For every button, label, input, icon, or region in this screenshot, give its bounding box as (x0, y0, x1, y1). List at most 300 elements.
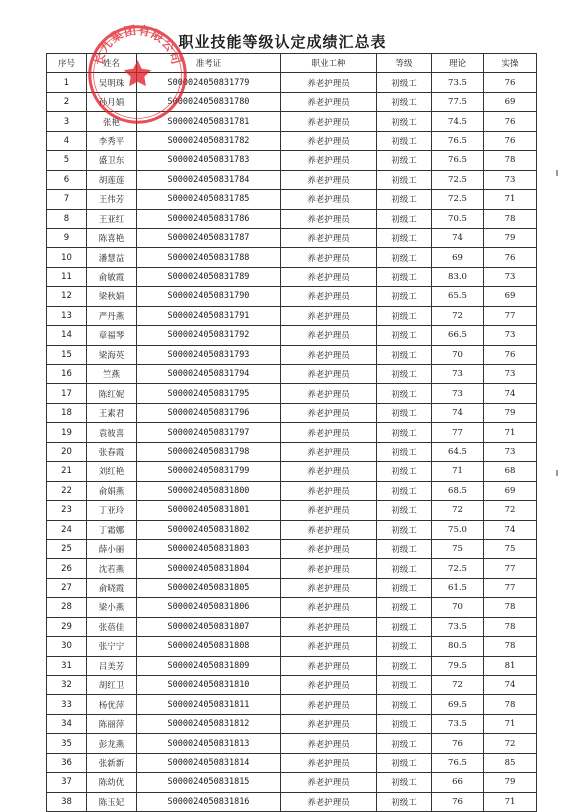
cell-occupation: 养老护理员 (281, 442, 377, 461)
cell-exam-id: S000024050831810 (137, 676, 281, 695)
cell-name: 俞晓霞 (87, 578, 137, 597)
cell-name: 陈喜艳 (87, 228, 137, 247)
cell-name: 俞娟燕 (87, 481, 137, 500)
cell-exam-id: S000024050831792 (137, 326, 281, 345)
cell-name: 李秀平 (87, 131, 137, 150)
cell-name: 吴明珠 (87, 73, 137, 92)
cell-theory: 76.5 (432, 131, 484, 150)
cell-practice: 74 (484, 384, 537, 403)
cell-practice: 74 (484, 676, 537, 695)
scan-edge-mark (556, 170, 558, 176)
table-row (47, 151, 537, 170)
cell-theory: 74 (432, 403, 484, 422)
cell-exam-id: S000024050831789 (137, 267, 281, 286)
cell-name: 章福琴 (87, 326, 137, 345)
cell-level: 初级工 (377, 539, 432, 558)
cell-name: 王伟芳 (87, 190, 137, 209)
cell-exam-id: S000024050831793 (137, 345, 281, 364)
cell-theory: 72.5 (432, 170, 484, 189)
cell-name: 杨优萍 (87, 695, 137, 714)
cell-exam-id: S000024050831805 (137, 578, 281, 597)
cell-level: 初级工 (377, 365, 432, 384)
cell-name: 王亚红 (87, 209, 137, 228)
cell-occupation: 养老护理员 (281, 617, 377, 636)
cell-level: 初级工 (377, 734, 432, 753)
cell-level: 初级工 (377, 520, 432, 539)
cell-theory: 61.5 (432, 578, 484, 597)
cell-seq: 5 (47, 151, 87, 170)
scan-edge-mark (556, 470, 558, 476)
cell-practice: 81 (484, 656, 537, 675)
cell-theory: 69.5 (432, 695, 484, 714)
cell-level: 初级工 (377, 345, 432, 364)
cell-seq: 32 (47, 676, 87, 695)
cell-level: 初级工 (377, 209, 432, 228)
cell-exam-id: S000024050831782 (137, 131, 281, 150)
cell-practice: 75 (484, 539, 537, 558)
cell-level: 初级工 (377, 695, 432, 714)
cell-practice: 79 (484, 403, 537, 422)
cell-name: 陈玉妃 (87, 792, 137, 811)
table-row (47, 209, 537, 228)
cell-practice: 76 (484, 112, 537, 131)
cell-seq: 25 (47, 539, 87, 558)
cell-occupation: 养老护理员 (281, 676, 377, 695)
cell-name: 沈若燕 (87, 559, 137, 578)
cell-name: 陈红妮 (87, 384, 137, 403)
cell-name: 张艳 (87, 112, 137, 131)
cell-practice: 74 (484, 520, 537, 539)
table-row (47, 73, 537, 92)
cell-name: 竺燕 (87, 365, 137, 384)
cell-seq: 3 (47, 112, 87, 131)
cell-level: 初级工 (377, 598, 432, 617)
cell-theory: 76.5 (432, 753, 484, 772)
cell-seq: 20 (47, 442, 87, 461)
cell-theory: 76 (432, 792, 484, 811)
cell-occupation: 养老护理员 (281, 365, 377, 384)
cell-seq: 27 (47, 578, 87, 597)
cell-level: 初级工 (377, 151, 432, 170)
table-row (47, 131, 537, 150)
cell-occupation: 养老护理员 (281, 73, 377, 92)
table-row (47, 559, 537, 578)
table-row (47, 345, 537, 364)
cell-occupation: 养老护理员 (281, 501, 377, 520)
cell-name: 盛卫东 (87, 151, 137, 170)
table-row (47, 714, 537, 733)
cell-occupation: 养老护理员 (281, 131, 377, 150)
cell-occupation: 养老护理员 (281, 112, 377, 131)
cell-level: 初级工 (377, 287, 432, 306)
cell-level: 初级工 (377, 442, 432, 461)
cell-exam-id: S000024050831794 (137, 365, 281, 384)
cell-exam-id: S000024050831813 (137, 734, 281, 753)
seal-text: 长九集团有限公司 (91, 23, 184, 67)
cell-exam-id: S000024050831812 (137, 714, 281, 733)
cell-seq: 14 (47, 326, 87, 345)
cell-name: 袁彼喜 (87, 423, 137, 442)
cell-level: 初级工 (377, 676, 432, 695)
cell-seq: 22 (47, 481, 87, 500)
cell-name: 丁亚玲 (87, 501, 137, 520)
cell-occupation: 养老护理员 (281, 190, 377, 209)
cell-seq: 37 (47, 773, 87, 792)
cell-theory: 66.5 (432, 326, 484, 345)
cell-occupation: 养老护理员 (281, 792, 377, 811)
header-practice: 实操 (484, 54, 537, 73)
cell-theory: 72 (432, 501, 484, 520)
cell-occupation: 养老护理员 (281, 637, 377, 656)
cell-practice: 68 (484, 462, 537, 481)
cell-occupation: 养老护理员 (281, 753, 377, 772)
cell-practice: 77 (484, 578, 537, 597)
cell-level: 初级工 (377, 248, 432, 267)
cell-theory: 73 (432, 384, 484, 403)
table-row (47, 637, 537, 656)
table-header-row (47, 54, 537, 73)
cell-exam-id: S000024050831788 (137, 248, 281, 267)
cell-practice: 69 (484, 481, 537, 500)
cell-theory: 65.5 (432, 287, 484, 306)
table-row (47, 306, 537, 325)
cell-exam-id: S000024050831786 (137, 209, 281, 228)
cell-occupation: 养老护理员 (281, 578, 377, 597)
cell-level: 初级工 (377, 462, 432, 481)
cell-occupation: 养老护理员 (281, 306, 377, 325)
cell-occupation: 养老护理员 (281, 326, 377, 345)
cell-practice: 71 (484, 423, 537, 442)
header-seq: 序号 (47, 54, 87, 73)
cell-exam-id: S000024050831780 (137, 92, 281, 111)
cell-practice: 78 (484, 637, 537, 656)
table-row (47, 267, 537, 286)
table-row (47, 481, 537, 500)
cell-exam-id: S000024050831808 (137, 637, 281, 656)
cell-seq: 15 (47, 345, 87, 364)
cell-name: 胡莲莲 (87, 170, 137, 189)
cell-practice: 77 (484, 306, 537, 325)
cell-level: 初级工 (377, 792, 432, 811)
header-occupation: 职业工种 (281, 54, 377, 73)
cell-practice: 69 (484, 92, 537, 111)
cell-occupation: 养老护理员 (281, 345, 377, 364)
table-row (47, 676, 537, 695)
cell-occupation: 养老护理员 (281, 773, 377, 792)
header-exam-id: 准考证 (137, 54, 281, 73)
cell-seq: 31 (47, 656, 87, 675)
cell-name: 胡红卫 (87, 676, 137, 695)
cell-practice: 73 (484, 170, 537, 189)
cell-exam-id: S000024050831804 (137, 559, 281, 578)
cell-seq: 28 (47, 598, 87, 617)
cell-exam-id: S000024050831785 (137, 190, 281, 209)
cell-name: 张蓓佳 (87, 617, 137, 636)
table-row (47, 92, 537, 111)
cell-exam-id: S000024050831781 (137, 112, 281, 131)
cell-theory: 76.5 (432, 151, 484, 170)
cell-name: 潘慧益 (87, 248, 137, 267)
cell-theory: 68.5 (432, 481, 484, 500)
table-row (47, 617, 537, 636)
cell-level: 初级工 (377, 578, 432, 597)
cell-occupation: 养老护理员 (281, 598, 377, 617)
header-name: 姓名 (87, 54, 137, 73)
cell-seq: 21 (47, 462, 87, 481)
cell-name: 彭龙燕 (87, 734, 137, 753)
cell-level: 初级工 (377, 501, 432, 520)
cell-practice: 72 (484, 501, 537, 520)
cell-occupation: 养老护理员 (281, 520, 377, 539)
cell-seq: 11 (47, 267, 87, 286)
cell-occupation: 养老护理员 (281, 403, 377, 422)
cell-name: 吕美芳 (87, 656, 137, 675)
cell-seq: 6 (47, 170, 87, 189)
cell-occupation: 养老护理员 (281, 267, 377, 286)
cell-practice: 78 (484, 617, 537, 636)
cell-theory: 80.5 (432, 637, 484, 656)
cell-seq: 17 (47, 384, 87, 403)
cell-name: 陈幼优 (87, 773, 137, 792)
cell-practice: 78 (484, 209, 537, 228)
cell-theory: 73.5 (432, 714, 484, 733)
cell-level: 初级工 (377, 170, 432, 189)
cell-theory: 77.5 (432, 92, 484, 111)
cell-name: 王素君 (87, 403, 137, 422)
cell-practice: 78 (484, 695, 537, 714)
cell-seq: 26 (47, 559, 87, 578)
cell-occupation: 养老护理员 (281, 248, 377, 267)
cell-practice: 73 (484, 365, 537, 384)
cell-seq: 33 (47, 695, 87, 714)
cell-exam-id: S000024050831814 (137, 753, 281, 772)
cell-level: 初级工 (377, 481, 432, 500)
header-level: 等级 (377, 54, 432, 73)
table-row (47, 190, 537, 209)
cell-occupation: 养老护理员 (281, 539, 377, 558)
score-table (46, 53, 537, 812)
cell-practice: 85 (484, 753, 537, 772)
cell-exam-id: S000024050831784 (137, 170, 281, 189)
cell-occupation: 养老护理员 (281, 462, 377, 481)
cell-theory: 73.5 (432, 617, 484, 636)
cell-theory: 75 (432, 539, 484, 558)
cell-practice: 71 (484, 714, 537, 733)
cell-exam-id: S000024050831816 (137, 792, 281, 811)
table-row (47, 734, 537, 753)
cell-exam-id: S000024050831783 (137, 151, 281, 170)
cell-exam-id: S000024050831779 (137, 73, 281, 92)
cell-level: 初级工 (377, 92, 432, 111)
cell-practice: 79 (484, 773, 537, 792)
cell-level: 初级工 (377, 326, 432, 345)
cell-seq: 23 (47, 501, 87, 520)
cell-level: 初级工 (377, 773, 432, 792)
cell-seq: 38 (47, 792, 87, 811)
cell-practice: 78 (484, 598, 537, 617)
cell-exam-id: S000024050831803 (137, 539, 281, 558)
cell-name: 梁小燕 (87, 598, 137, 617)
cell-practice: 73 (484, 326, 537, 345)
cell-practice: 73 (484, 267, 537, 286)
cell-seq: 30 (47, 637, 87, 656)
cell-occupation: 养老护理员 (281, 151, 377, 170)
cell-practice: 71 (484, 190, 537, 209)
cell-occupation: 养老护理员 (281, 559, 377, 578)
cell-practice: 73 (484, 442, 537, 461)
cell-occupation: 养老护理员 (281, 92, 377, 111)
cell-seq: 12 (47, 287, 87, 306)
table-row (47, 792, 537, 811)
cell-occupation: 养老护理员 (281, 209, 377, 228)
cell-theory: 74 (432, 228, 484, 247)
cell-seq: 7 (47, 190, 87, 209)
cell-seq: 35 (47, 734, 87, 753)
cell-theory: 74.5 (432, 112, 484, 131)
table-row (47, 287, 537, 306)
table-row (47, 753, 537, 772)
cell-occupation: 养老护理员 (281, 287, 377, 306)
cell-theory: 71 (432, 462, 484, 481)
cell-occupation: 养老护理员 (281, 734, 377, 753)
cell-level: 初级工 (377, 559, 432, 578)
cell-theory: 69 (432, 248, 484, 267)
table-body (47, 73, 537, 812)
cell-level: 初级工 (377, 637, 432, 656)
cell-theory: 70.5 (432, 209, 484, 228)
table-row (47, 228, 537, 247)
cell-practice: 76 (484, 73, 537, 92)
cell-exam-id: S000024050831806 (137, 598, 281, 617)
cell-practice: 78 (484, 151, 537, 170)
cell-level: 初级工 (377, 714, 432, 733)
cell-practice: 72 (484, 734, 537, 753)
table-row (47, 462, 537, 481)
table-row (47, 248, 537, 267)
cell-seq: 24 (47, 520, 87, 539)
cell-exam-id: S000024050831791 (137, 306, 281, 325)
cell-practice: 69 (484, 287, 537, 306)
cell-theory: 73.5 (432, 73, 484, 92)
table-row (47, 539, 537, 558)
cell-seq: 18 (47, 403, 87, 422)
cell-occupation: 养老护理员 (281, 695, 377, 714)
cell-exam-id: S000024050831800 (137, 481, 281, 500)
cell-theory: 75.0 (432, 520, 484, 539)
cell-level: 初级工 (377, 112, 432, 131)
table-row (47, 442, 537, 461)
cell-level: 初级工 (377, 228, 432, 247)
cell-occupation: 养老护理员 (281, 170, 377, 189)
cell-exam-id: S000024050831802 (137, 520, 281, 539)
cell-level: 初级工 (377, 753, 432, 772)
table-row (47, 773, 537, 792)
cell-theory: 64.5 (432, 442, 484, 461)
table-row (47, 520, 537, 539)
cell-exam-id: S000024050831790 (137, 287, 281, 306)
cell-seq: 19 (47, 423, 87, 442)
document-title: 职业技能等级认定成绩汇总表 (178, 33, 387, 51)
table-row (47, 384, 537, 403)
cell-theory: 66 (432, 773, 484, 792)
cell-occupation: 养老护理员 (281, 228, 377, 247)
cell-exam-id: S000024050831811 (137, 695, 281, 714)
cell-exam-id: S000024050831815 (137, 773, 281, 792)
cell-occupation: 养老护理员 (281, 656, 377, 675)
table-row (47, 326, 537, 345)
cell-exam-id: S000024050831809 (137, 656, 281, 675)
cell-practice: 76 (484, 345, 537, 364)
cell-seq: 9 (47, 228, 87, 247)
cell-name: 陈丽萍 (87, 714, 137, 733)
cell-seq: 1 (47, 73, 87, 92)
cell-name: 张宁宁 (87, 637, 137, 656)
cell-theory: 79.5 (432, 656, 484, 675)
cell-level: 初级工 (377, 267, 432, 286)
table-row (47, 365, 537, 384)
cell-seq: 36 (47, 753, 87, 772)
cell-occupation: 养老护理员 (281, 481, 377, 500)
cell-practice: 79 (484, 228, 537, 247)
cell-level: 初级工 (377, 306, 432, 325)
table-row (47, 578, 537, 597)
cell-theory: 83.0 (432, 267, 484, 286)
cell-level: 初级工 (377, 190, 432, 209)
cell-theory: 73 (432, 365, 484, 384)
cell-seq: 16 (47, 365, 87, 384)
table-row (47, 403, 537, 422)
cell-theory: 72 (432, 676, 484, 695)
cell-theory: 77 (432, 423, 484, 442)
cell-seq: 13 (47, 306, 87, 325)
cell-level: 初级工 (377, 73, 432, 92)
cell-practice: 71 (484, 792, 537, 811)
cell-level: 初级工 (377, 423, 432, 442)
header-theory: 理论 (432, 54, 484, 73)
cell-name: 严丹燕 (87, 306, 137, 325)
cell-name: 孙月娟 (87, 92, 137, 111)
cell-theory: 72.5 (432, 190, 484, 209)
cell-level: 初级工 (377, 384, 432, 403)
cell-exam-id: S000024050831799 (137, 462, 281, 481)
cell-practice: 77 (484, 559, 537, 578)
cell-seq: 10 (47, 248, 87, 267)
cell-exam-id: S000024050831801 (137, 501, 281, 520)
table-row (47, 112, 537, 131)
cell-seq: 2 (47, 92, 87, 111)
cell-name: 张新新 (87, 753, 137, 772)
table-row (47, 170, 537, 189)
cell-exam-id: S000024050831796 (137, 403, 281, 422)
cell-theory: 72.5 (432, 559, 484, 578)
cell-name: 薛小丽 (87, 539, 137, 558)
cell-theory: 72 (432, 306, 484, 325)
cell-seq: 4 (47, 131, 87, 150)
cell-level: 初级工 (377, 403, 432, 422)
cell-occupation: 养老护理员 (281, 714, 377, 733)
cell-seq: 29 (47, 617, 87, 636)
cell-level: 初级工 (377, 617, 432, 636)
table-row (47, 423, 537, 442)
table-row (47, 598, 537, 617)
cell-name: 梁秋娟 (87, 287, 137, 306)
cell-theory: 70 (432, 345, 484, 364)
cell-level: 初级工 (377, 131, 432, 150)
cell-name: 俞敏霞 (87, 267, 137, 286)
cell-exam-id: S000024050831798 (137, 442, 281, 461)
cell-exam-id: S000024050831795 (137, 384, 281, 403)
table-row (47, 656, 537, 675)
